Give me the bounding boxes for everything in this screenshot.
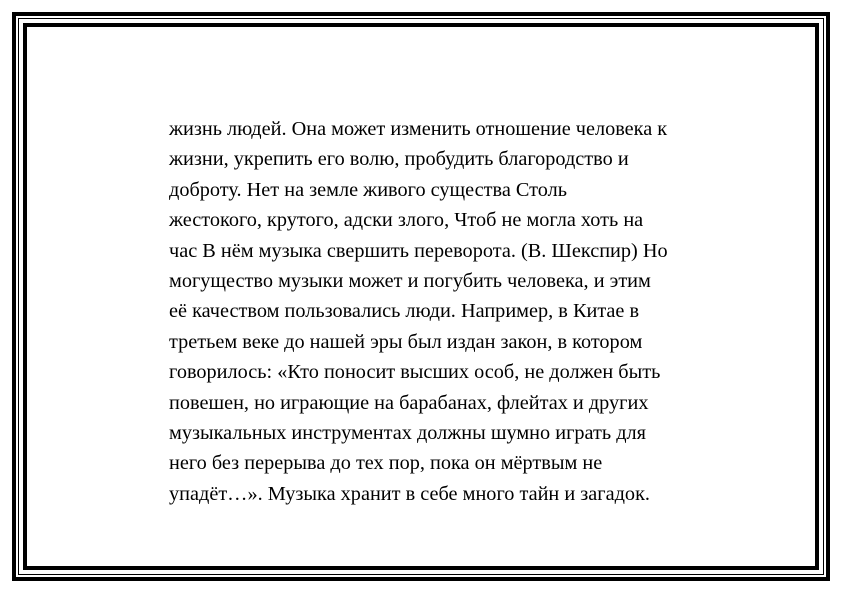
text-line: говорилось: «Кто поносит высших особ, не должен быть bbox=[169, 361, 661, 384]
text-line: него без перерыва до тех пор, пока он мёртвым не bbox=[169, 452, 603, 475]
text-line: жизни, укрепить его волю, пробудить благородство и bbox=[169, 148, 629, 171]
text-line: третьем веке до нашей эры был издан закон, в котором bbox=[169, 330, 643, 353]
text-line: жестокого, крутого, адски злого, Чтоб не могла хоть на bbox=[169, 209, 644, 232]
text-line: час В нём музыка свершить переворота. (В. Шекспир) Но bbox=[169, 239, 668, 262]
text-line: жизнь людей. Она может изменить отношение человека к bbox=[169, 118, 668, 140]
text-line: упадёт…». Музыка хранит в себе много тайн и загадок. bbox=[169, 482, 650, 505]
text-line: её качеством пользовались люди. Например, в Китае в bbox=[169, 300, 640, 323]
text-line: доброту. Нет на земле живого существа Столь bbox=[169, 178, 567, 201]
text-line: повешен, но играющие на барабанах, флейтах и других bbox=[169, 391, 649, 414]
text-line: могущество музыки может и погубить человека, и этим bbox=[169, 270, 651, 293]
text-line: музыкальных инструментах должны шумно играть для bbox=[169, 422, 646, 445]
body-text bbox=[169, 114, 729, 509]
